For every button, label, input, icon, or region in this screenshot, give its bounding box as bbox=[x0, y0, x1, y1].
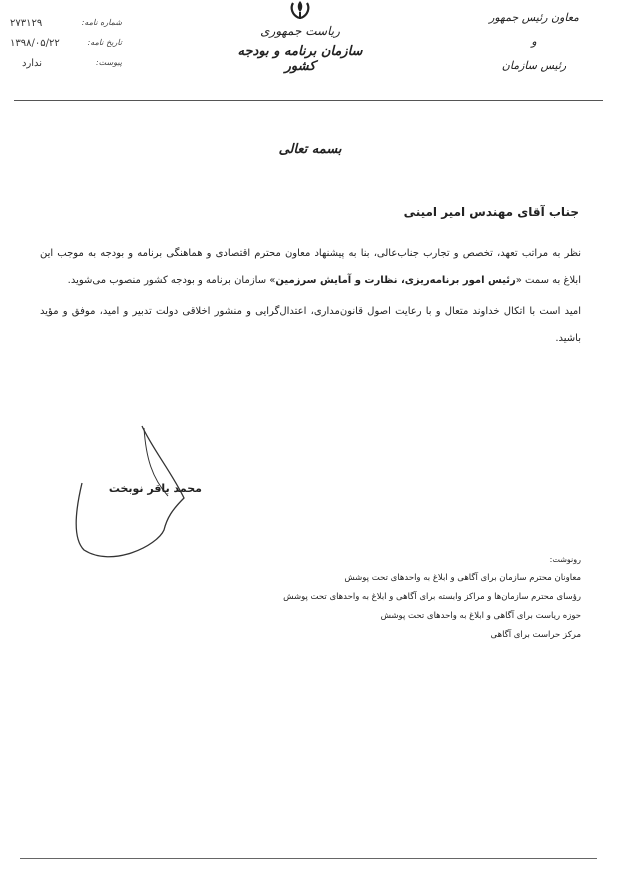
letter-number-label: شماره نامه: bbox=[81, 18, 122, 27]
cc-item: مرکز حراست برای آگاهی bbox=[490, 630, 581, 640]
signer-name: محمد باقر نوبخت bbox=[108, 482, 202, 495]
letter-meta bbox=[8, 18, 128, 78]
header-divider bbox=[14, 100, 603, 101]
org-line-organization: سازمان برنامه و بودجه کشور bbox=[237, 44, 363, 74]
body-p1-position: رئیس امور برنامه‌ریزی، نظارت و آمایش سرزمین bbox=[275, 275, 516, 286]
letter-attachment: ندارد bbox=[22, 58, 43, 69]
cc-list bbox=[261, 550, 581, 645]
sender-title-line2: و bbox=[531, 35, 537, 48]
cc-item: معاونان محترم سازمان برای آگاهی و ابلاغ به واحدهای تحت پوشش bbox=[344, 573, 581, 583]
letter-body bbox=[40, 240, 581, 352]
body-p1-part2: » سازمان برنامه و بودجه کشور منصوب می‌شوید. bbox=[67, 275, 276, 286]
cc-item: حوزه ریاست برای آگاهی و ابلاغ به واحدهای تحت پوشش bbox=[380, 611, 581, 621]
org-line-presidency: ریاست جمهوری bbox=[260, 24, 340, 38]
sender-title-line1: معاون رئیس جمهور bbox=[489, 11, 579, 24]
letter-date: ۱۳۹۸/۰۵/۲۲ bbox=[10, 38, 60, 49]
addressee: جناب آقای مهندس امیر امینی bbox=[403, 205, 579, 219]
body-paragraph-2: امید است با اتکال خداوند متعال و با رعایت اصول قانون‌مداری، اعتدال‌گرایی و منشور اخلاقی دولت تدبیر و امید، موفق و مؤید باشید. bbox=[40, 306, 581, 344]
cc-item: رؤسای محترم سازمان‌ها و مراکز وابسته برای آگاهی و ابلاغ به واحدهای تحت پوشش bbox=[283, 592, 581, 602]
letter-date-row bbox=[8, 38, 128, 58]
sender-title bbox=[479, 6, 589, 78]
letter-number: ۲۷۳۱۲۹ bbox=[10, 18, 43, 29]
cc-title: رونوشت: bbox=[549, 555, 581, 564]
bismillah: بسمه تعالی bbox=[278, 142, 342, 157]
body-p1-part1: نظر به مراتب تعهد، تخصص و تجارب جناب‌عالی، بنا به پیشنهاد معاون محترم اقتصادی و هماهنگی برنامه و بودجه به موجب این ابلاغ به سمت « bbox=[40, 248, 581, 286]
letter-number-row bbox=[8, 18, 128, 38]
body-paragraph-1 bbox=[40, 240, 581, 294]
org-header bbox=[225, 0, 375, 74]
letter-attachment-label: پیوست: bbox=[95, 58, 122, 67]
sender-title-line3: رئیس سازمان bbox=[501, 59, 567, 72]
national-emblem-icon bbox=[288, 0, 312, 20]
letter-attachment-row bbox=[8, 58, 128, 78]
letter-date-label: تاریخ نامه: bbox=[87, 38, 122, 47]
footer-divider bbox=[20, 858, 597, 859]
